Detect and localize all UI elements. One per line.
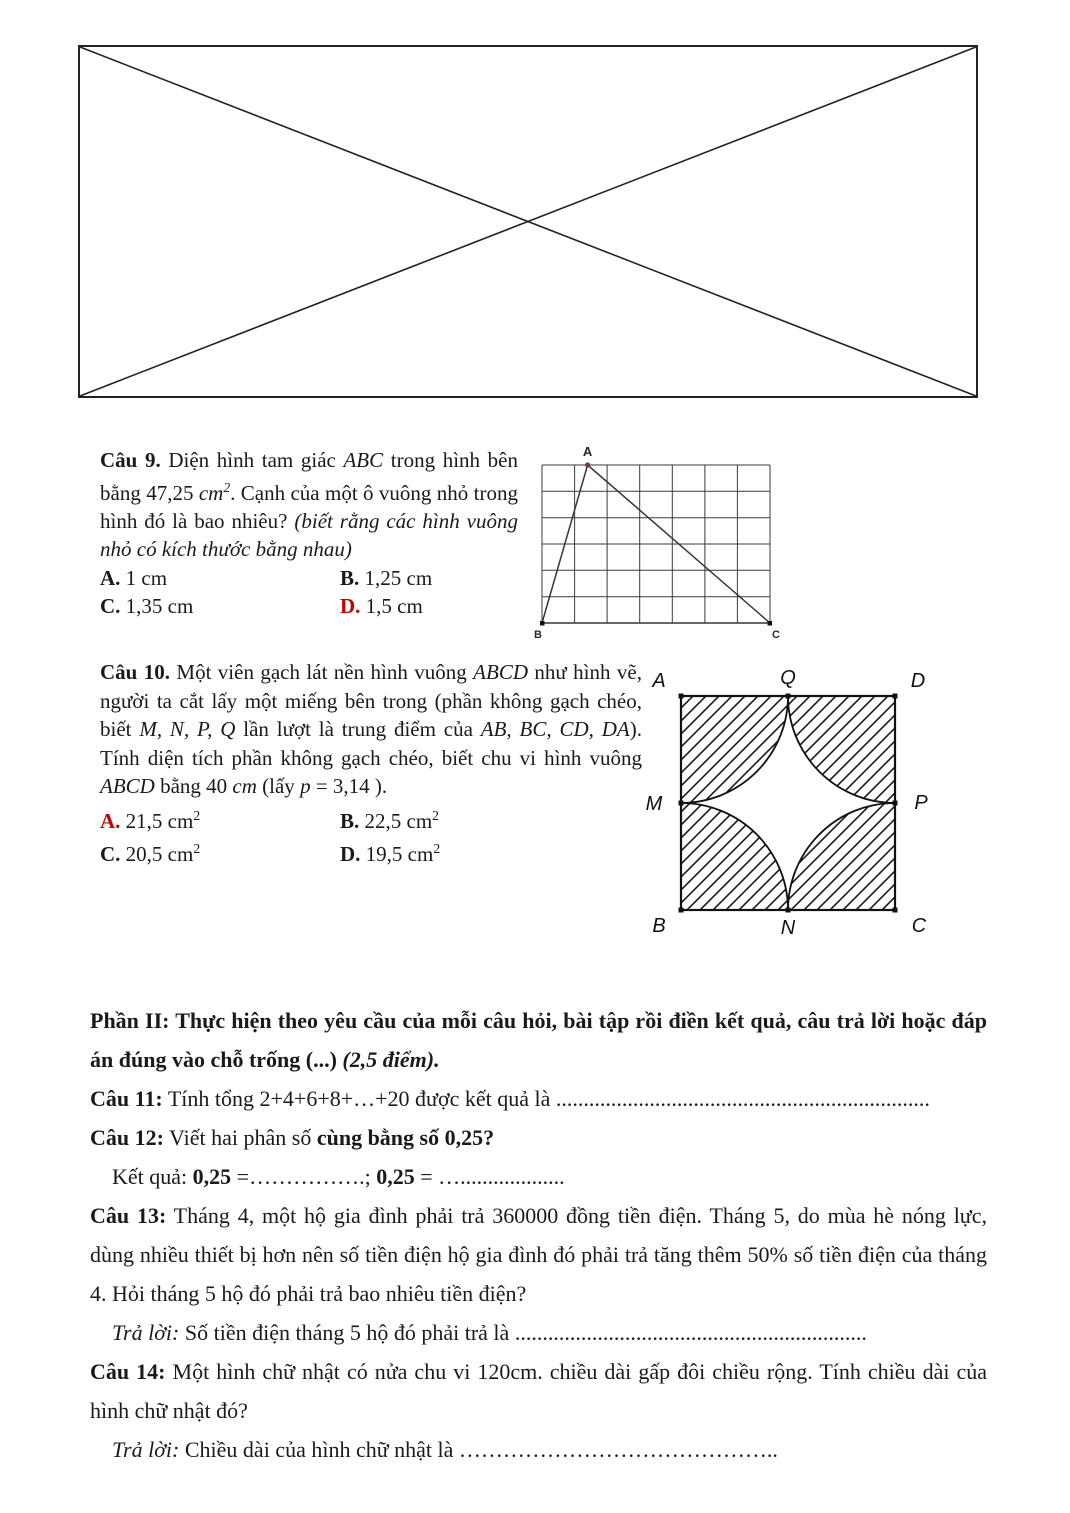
option-row: [100, 592, 518, 620]
label-q: Q: [780, 667, 796, 689]
option-row: [100, 564, 518, 592]
question-9-grid-diagram: [528, 444, 790, 644]
question-10-options: [100, 802, 642, 868]
question-10-run: AB, BC, CD, DA: [480, 717, 630, 742]
answer-blank: ……………………………………..: [458, 1437, 778, 1462]
question-10-run: (lấy: [256, 774, 301, 799]
question-10-run: Một viên gạch lát nền hình vuông: [170, 660, 474, 684]
question-13-text: Tháng 4, một hộ gia đình phải trả 360000 đồng tiền điện. Tháng 5, do mùa hè nóng lực, dùng nhiều thiết bị hơn nên số tiền điện hộ gia đình đó phải trả tăng thêm 50% số tiền điện của tháng 4. Hỏi tháng 5 hộ đó phải trả bao nhiêu tiền điện?: [90, 1203, 987, 1306]
option-b: [340, 802, 439, 835]
answer-blank: …...................: [438, 1164, 565, 1189]
question-10-text: [100, 658, 642, 801]
option-text: 1,25 cm: [359, 566, 433, 590]
question-12-answer: [90, 1157, 987, 1196]
option-key: A.: [100, 566, 121, 590]
question-13-number: Câu 13:: [90, 1203, 167, 1228]
label-c: C: [911, 915, 927, 937]
vertex-c-label: C: [772, 629, 780, 641]
option-a-correct: [100, 802, 340, 835]
option-key: B.: [340, 808, 360, 833]
part-2-header-text: Phần II: Thực hiện theo yêu cầu của mỗi câu hỏi, bài tập rồi điền kết quả, câu trả lời hoặc đáp án đúng vào chỗ trống (...): [90, 1008, 987, 1072]
question-9-text: [100, 446, 518, 563]
superscript: 2: [433, 840, 441, 856]
question-12-text: Viết hai phân số: [163, 1125, 317, 1150]
option-key: D.: [340, 594, 361, 618]
question-12: [90, 1118, 987, 1157]
question-10-run: ). Tính diện tích phần không gạch chéo, biết chu vi hình vuông: [100, 717, 642, 770]
question-10-run: ABCD: [100, 774, 155, 799]
option-key: B.: [340, 566, 360, 590]
question-13-answer: [90, 1313, 987, 1352]
result-value: 0,25: [192, 1164, 232, 1189]
vertex-a-label: A: [582, 444, 593, 459]
option-key: C.: [100, 594, 121, 618]
option-key: A.: [100, 808, 121, 833]
question-10-run: ABCD: [473, 660, 528, 684]
vertex-b-dot: [540, 621, 545, 626]
question-9-run: . Cạnh của một ô vuông nhỏ trong hình đó là bao nhiêu?: [100, 481, 518, 533]
question-11-number: Câu 11:: [90, 1086, 163, 1111]
option-row: [100, 835, 642, 868]
question-11-text: Tính tổng 2+4+6+8+…+20 được kết quả là: [162, 1086, 556, 1111]
question-9-run: 2: [223, 480, 231, 495]
vertex-a-dot: [585, 462, 590, 467]
option-text: 22,5 cm: [359, 808, 433, 833]
result-label: Kết quả:: [112, 1164, 193, 1189]
option-text: 1,5 cm: [360, 594, 423, 618]
option-a: [100, 564, 340, 592]
question-9-run: ABC: [343, 448, 384, 472]
question-10-run: lần lượt là trung điểm của: [235, 717, 481, 742]
option-c: [100, 835, 340, 868]
superscript: 2: [432, 807, 439, 823]
option-row: [100, 802, 642, 835]
answer-label: Trả lời:: [112, 1320, 180, 1345]
question-9-run: trong hình bên bằng 47,25: [100, 448, 518, 505]
question-14-text: Một hình chữ nhật có nửa chu vi 120cm. chiều dài gấp đôi chiều rộng. Tính chiều dài của hình chữ nhật đó?: [90, 1359, 988, 1423]
question-9-number: Câu 9.: [100, 448, 161, 472]
question-10-run: bằng 40: [154, 774, 233, 799]
option-b: [340, 564, 432, 592]
option-key: D.: [340, 841, 361, 866]
part-2-points: (2,5 điểm).: [342, 1047, 440, 1072]
result-equals: =: [231, 1164, 250, 1189]
option-text: 1,35 cm: [120, 594, 194, 618]
answer-blank: ....................................................................: [555, 1086, 930, 1111]
answer-blank: …………….: [249, 1164, 365, 1189]
question-9-run: Diện hình tam giác: [160, 448, 344, 472]
question-10-run: p: [300, 774, 311, 799]
question-10-square-diagram: [638, 660, 938, 945]
option-c: [100, 592, 340, 620]
label-d: D: [910, 670, 926, 692]
question-14-number: Câu 14:: [90, 1359, 166, 1384]
label-a: A: [652, 670, 666, 692]
option-text: 1 cm: [120, 566, 168, 590]
option-text: 21,5 cm: [120, 808, 194, 833]
question-11: [90, 1079, 987, 1118]
label-p: P: [914, 792, 928, 814]
question-14-answer: [90, 1430, 987, 1469]
part-2-section: [90, 1001, 987, 1469]
question-14: [90, 1352, 987, 1430]
superscript: 2: [193, 807, 201, 823]
label-n: N: [780, 917, 796, 939]
missing-image-placeholder: [78, 45, 978, 398]
label-b: B: [652, 915, 666, 937]
question-13: [90, 1196, 987, 1313]
question-10-run: = 3,14 ).: [310, 774, 388, 799]
question-10-run: như hình vẽ, người ta cắt lấy một miếng bên trong (phần không gạch chéo, biết: [100, 660, 642, 742]
option-d: [340, 835, 440, 868]
question-10-run: cm: [232, 774, 257, 799]
question-9-options: [100, 564, 518, 620]
question-9: [100, 446, 518, 620]
label-m: M: [645, 793, 663, 815]
answer-text: Chiều dài của hình chữ nhật là: [179, 1437, 459, 1462]
result-separator: ;: [364, 1164, 377, 1189]
result-equals: =: [414, 1164, 439, 1189]
option-text: 19,5 cm: [360, 841, 434, 866]
question-12-number: Câu 12:: [90, 1125, 164, 1150]
answer-text: Số tiền điện tháng 5 hộ đó phải trả là: [179, 1320, 515, 1345]
question-9-run: (biết rằng các hình vuông nhỏ có kích thước bằng nhau): [100, 509, 518, 561]
part-2-header: [90, 1001, 987, 1079]
superscript: 2: [193, 840, 201, 856]
question-12-bold-text: cùng bằng số 0,25?: [316, 1125, 495, 1150]
vertex-c-dot: [768, 621, 773, 626]
option-d-correct: [340, 592, 423, 620]
answer-label: Trả lời:: [112, 1437, 180, 1462]
question-9-run: cm: [198, 481, 224, 505]
option-key: C.: [100, 841, 121, 866]
answer-blank: ................................................................: [514, 1320, 867, 1345]
result-value: 0,25: [376, 1164, 415, 1189]
vertex-b-label: B: [534, 629, 542, 641]
question-10: [100, 658, 642, 868]
question-10-run: M, N, P, Q: [139, 717, 236, 742]
option-text: 20,5 cm: [120, 841, 194, 866]
question-10-number: Câu 10.: [100, 660, 170, 684]
